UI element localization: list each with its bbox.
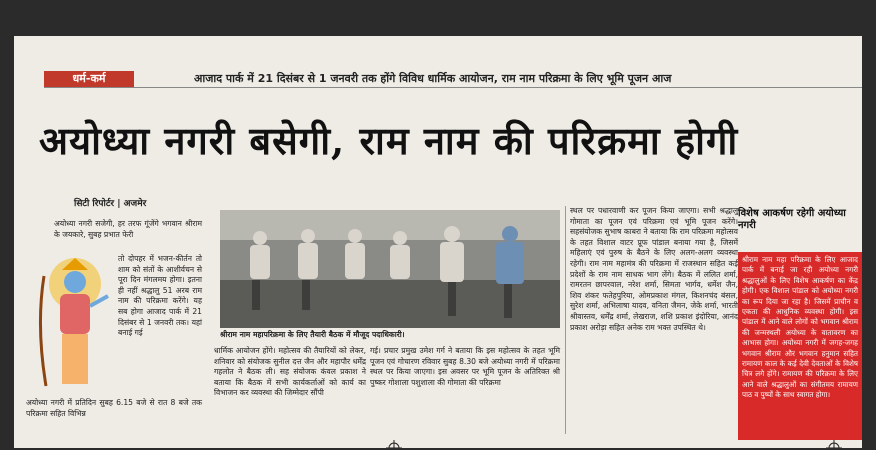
column-2: धार्मिक आयोजन होंगे। महोत्सव की तैयारियों को लेकर, शनिवार को संयोजक सुनील दत्त जैन और महापौर धर्मेंद्र गहलोत ने बैठक ली। सह संयोजक कंवल प्रकाश ने बताया कि बैठक में सभी कार्यकर्ताओं को कार्य का विभाजन कर व्यवस्था की जिम्मेदार सौंपी [214,346,366,398]
sidebar-body [738,252,862,440]
column-divider [565,206,566,434]
photo-caption: श्रीराम नाम महापरिक्रमा के लिए तैयारी बैठक में मौजूद पदाधिकारी। [220,330,405,339]
section-badge: धर्म-कर्म [44,71,134,87]
meeting-photo [220,210,560,328]
column-4: स्थल पर पधारवाणी कर पूजन किया जाएगा। सभी श्रद्धालु गोमाता का पूजन एवं परिक्रमा एवं भूमि पूजन करेंगे। सहसंयोजक सुभाष काबरा ने बताया कि राम परिक्रमा महोत्सव के तहत विशाल वाटर प्रूफ पांडाल बनाया गया है, जिसमें महिलाएं एवं पुरुष के बैठने के लिए अलग-अलग व्यवस्था रहेगी। राम नाम महामंत्र की परिक्रमा में राजस्थान सहित कई प्रदेशों के राम नाम साधक भाग लेंगे। बैठक में ललित शर्मा, रामरतन छापरवाल, नरेश शर्मा, सिमता भार्गव, धर्मेश जैन, शिव शंकर फतेहपुरिया, ओमप्रकाश मंगल, किशनचंद बंसल, सुरेश शर्मा, अभिलाषा यादव, वनिता जैमन, जेके शर्मा, भारती श्रीवास्तव, धर्मेंद्र शर्मा, लेखराज, शशि प्रकाश इंदोरिया, आनंद प्रकाश अरोड़ा सहित अनेक राम भक्त उपस्थित थे। [570,206,738,332]
column-1-right: तो दोपहर में भजन-कीर्तन तो शाम को संतों के आशीर्वचन से पूरा दिन मंगलमय होगा। इतना ही नहीं श्रद्धालु 51 अरब राम नाम की परिक्रमा करेंगे। यह सब होगा आजाद पार्क में 21 दिसंबर से 1 जनवरी तक। यहां बनाई गई [118,254,202,338]
byline: सिटी रिपोर्टर | अजमेर [74,199,147,209]
deity-illustration [32,256,118,396]
color-registration-strip-left [120,443,195,448]
sidebar-text: श्रीराम नाम महा परिक्रमा के लिए आजाद पार्क में बनाई जा रही अयोध्या नगरी श्रद्धालुओं के लिए विशेष आकर्षण का केंद्र होगी। एक विशाल पांडाल को अयोध्या नगरी का रूप दिया जा रहा है। जिसमें प्राचीन व एकता की आधुनिक व्यवस्था होगी। इस पांडाल में आने वाले लोगों को भगवान श्रीराम की जन्मस्थली अयोध्या के वातावरण का आभास होगा। अयोध्या नगरी में जगह-जगह भगवान श्रीराम और भगवान हनुमान सहित रामायण काल के कई देवी देवताओं के विशेष चित्र लगे होंगे। रामायण की परिक्रमा के लिए आने वाले श्रद्धालुओं का संगीतमय रामायण पाठ व पुष्पों के साथ स्वागत होगा। [742,255,858,400]
kicker-text: आजाद पार्क में 21 दिसंबर से 1 जनवरी तक होंगे विविध धार्मिक आयोजन, राम नाम परिक्रमा के लिए भूमि पूजन आज [194,72,672,85]
column-1-bottom: अयोध्या नगरी में प्रतिदिन सुबह 6.15 बजे से रात 8 बजे तक परिक्रमा सहित विभिन्न [26,398,202,418]
sidebar-box [738,208,862,440]
headline: अयोध्या नगरी बसेगी, राम नाम की परिक्रमा होगी [39,118,739,163]
kicker-bar [44,71,862,88]
newspaper-page [14,36,862,448]
sidebar-title: विशेष आकर्षण रहेगी अयोध्या नगरी [738,208,846,231]
column-1-top: अयोध्या नगरी सजेगी, हर तरफ गूंजेंगे भगवान श्रीराम के जयकारे, सुबह प्रभात फेरी [54,219,202,239]
registration-mark-icon [826,440,842,448]
registration-mark-icon [386,440,402,448]
column-3: गई। प्रचार प्रमुख उमेश गर्ग ने बताया कि इस महोत्सव के तहत भूमि पूजन एवं गोचारण रविवार सुबह 8.30 बजे अयोध्या नगरी में परिक्रमा स्थल पर किया जाएगा। इस अवसर पर भूमि पूजन के अतिरिक्त श्री पुष्कर गोशाला पशुशाला की गोमाता की परिक्रमा [370,346,560,387]
color-registration-strip-right [520,443,676,448]
